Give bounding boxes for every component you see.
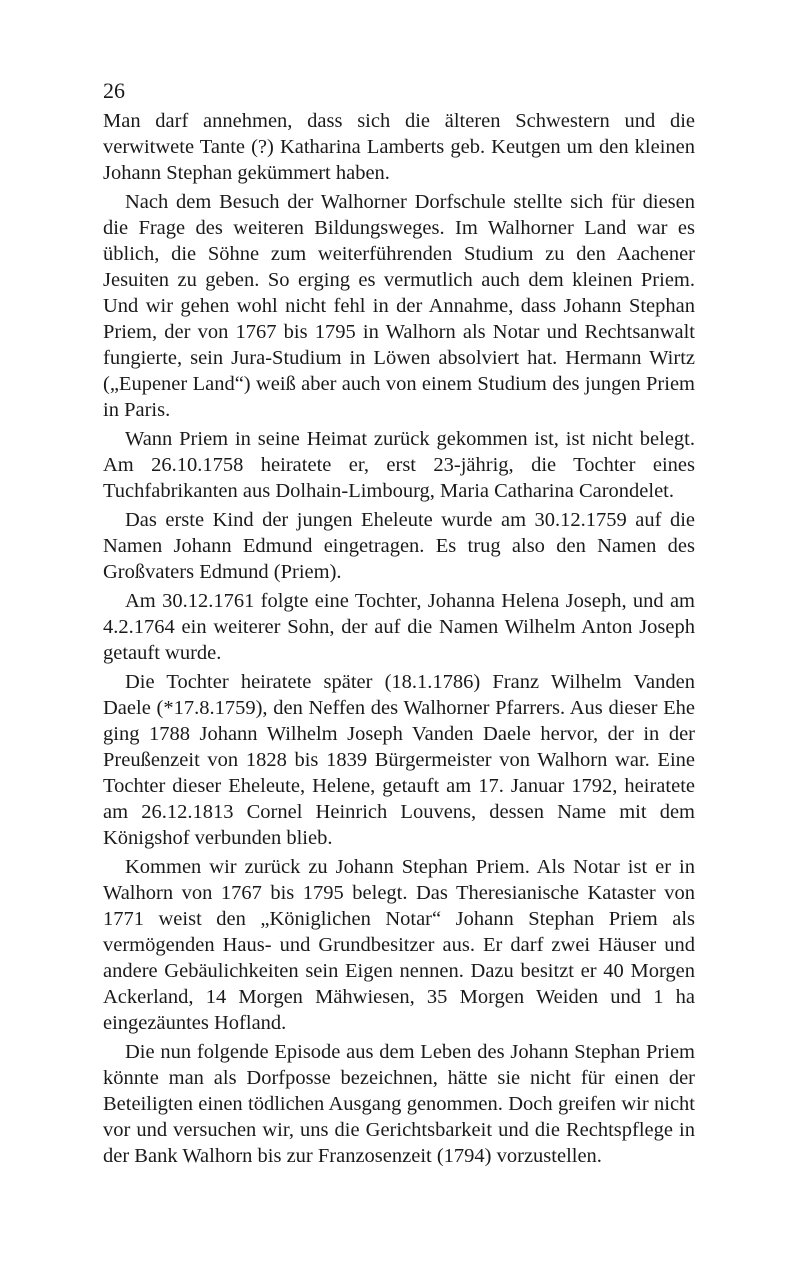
page-number: 26 bbox=[103, 78, 125, 103]
paragraph: Wann Priem in seine Heimat zurück gekommen ist, ist nicht belegt. Am 26.10.1758 heiratete er, erst 23-jährig, die Tochter eines Tuchfabrikanten aus Dolhain-Limbourg, Maria Catharina Carondelet. bbox=[103, 428, 695, 502]
paragraph: Man darf annehmen, dass sich die älteren Schwestern und die verwitwete Tante (?) Katharina Lamberts geb. Keutgen um den kleinen Johann Stephan gekümmert haben. bbox=[103, 110, 695, 184]
paragraph: Kommen wir zurück zu Johann Stephan Priem. Als Notar ist er in Walhorn von 1767 bis 1795 belegt. Das Theresianische Kataster von 1771 weist den „Königlichen Notar“ Johann Stephan Priem als vermögenden Haus- und Grundbesitzer aus. Er darf zwei Häuser und andere Gebäulichkeiten sein Eigen nennen. Dazu besitzt er 40 Morgen Ackerland, 14 Morgen Mähwiesen, 35 Morgen Weiden und 1 ha eingezäuntes Hofland. bbox=[103, 856, 695, 1034]
paragraph: Am 30.12.1761 folgte eine Tochter, Johanna Helena Joseph, und am 4.2.1764 ein weiterer Sohn, der auf die Namen Wilhelm Anton Joseph getauft wurde. bbox=[103, 590, 695, 664]
document-page bbox=[103, 76, 695, 1169]
body-text bbox=[103, 108, 695, 1169]
paragraph: Nach dem Besuch der Walhorner Dorfschule stellte sich für diesen die Frage des weiteren Bildungsweges. Im Walhorner Land war es üblich, die Söhne zum weiterführenden Studium zu den Aachener Jesuiten zu geben. So erging es vermutlich auch dem kleinen Priem. Und wir gehen wohl nicht fehl in der Annahme, dass Johann Stephan Priem, der von 1767 bis 1795 in Walhorn als Notar und Rechtsanwalt fungierte, sein Jura-Studium in Löwen absolviert hat. Hermann Wirtz („Eupener Land“) weiß aber auch von einem Studium des jungen Priem in Paris. bbox=[103, 191, 695, 421]
paragraph: Das erste Kind der jungen Eheleute wurde am 30.12.1759 auf die Namen Johann Edmund eingetragen. Es trug also den Namen des Großvaters Edmund (Priem). bbox=[103, 509, 695, 583]
paragraph: Die Tochter heiratete später (18.1.1786) Franz Wilhelm Vanden Daele (*17.8.1759), den Neffen des Walhorner Pfarrers. Aus dieser Ehe ging 1788 Johann Wilhelm Joseph Vanden Daele hervor, der in der Preußenzeit von 1828 bis 1839 Bürgermeister von Walhorn war. Eine Tochter dieser Eheleute, Helene, getauft am 17. Januar 1792, heiratete am 26.12.1813 Cornel Heinrich Louvens, dessen Name mit dem Königshof verbunden blieb. bbox=[103, 671, 695, 849]
paragraph: Die nun folgende Episode aus dem Leben des Johann Stephan Priem könnte man als Dorfposse bezeichnen, hätte sie nicht für einen der Beteiligten einen tödlichen Ausgang genommen. Doch greifen wir nicht vor und versuchen wir, uns die Gerichtsbarkeit und die Rechtspflege in der Bank Walhorn bis zur Franzosenzeit (1794) vorzustellen. bbox=[103, 1041, 695, 1167]
